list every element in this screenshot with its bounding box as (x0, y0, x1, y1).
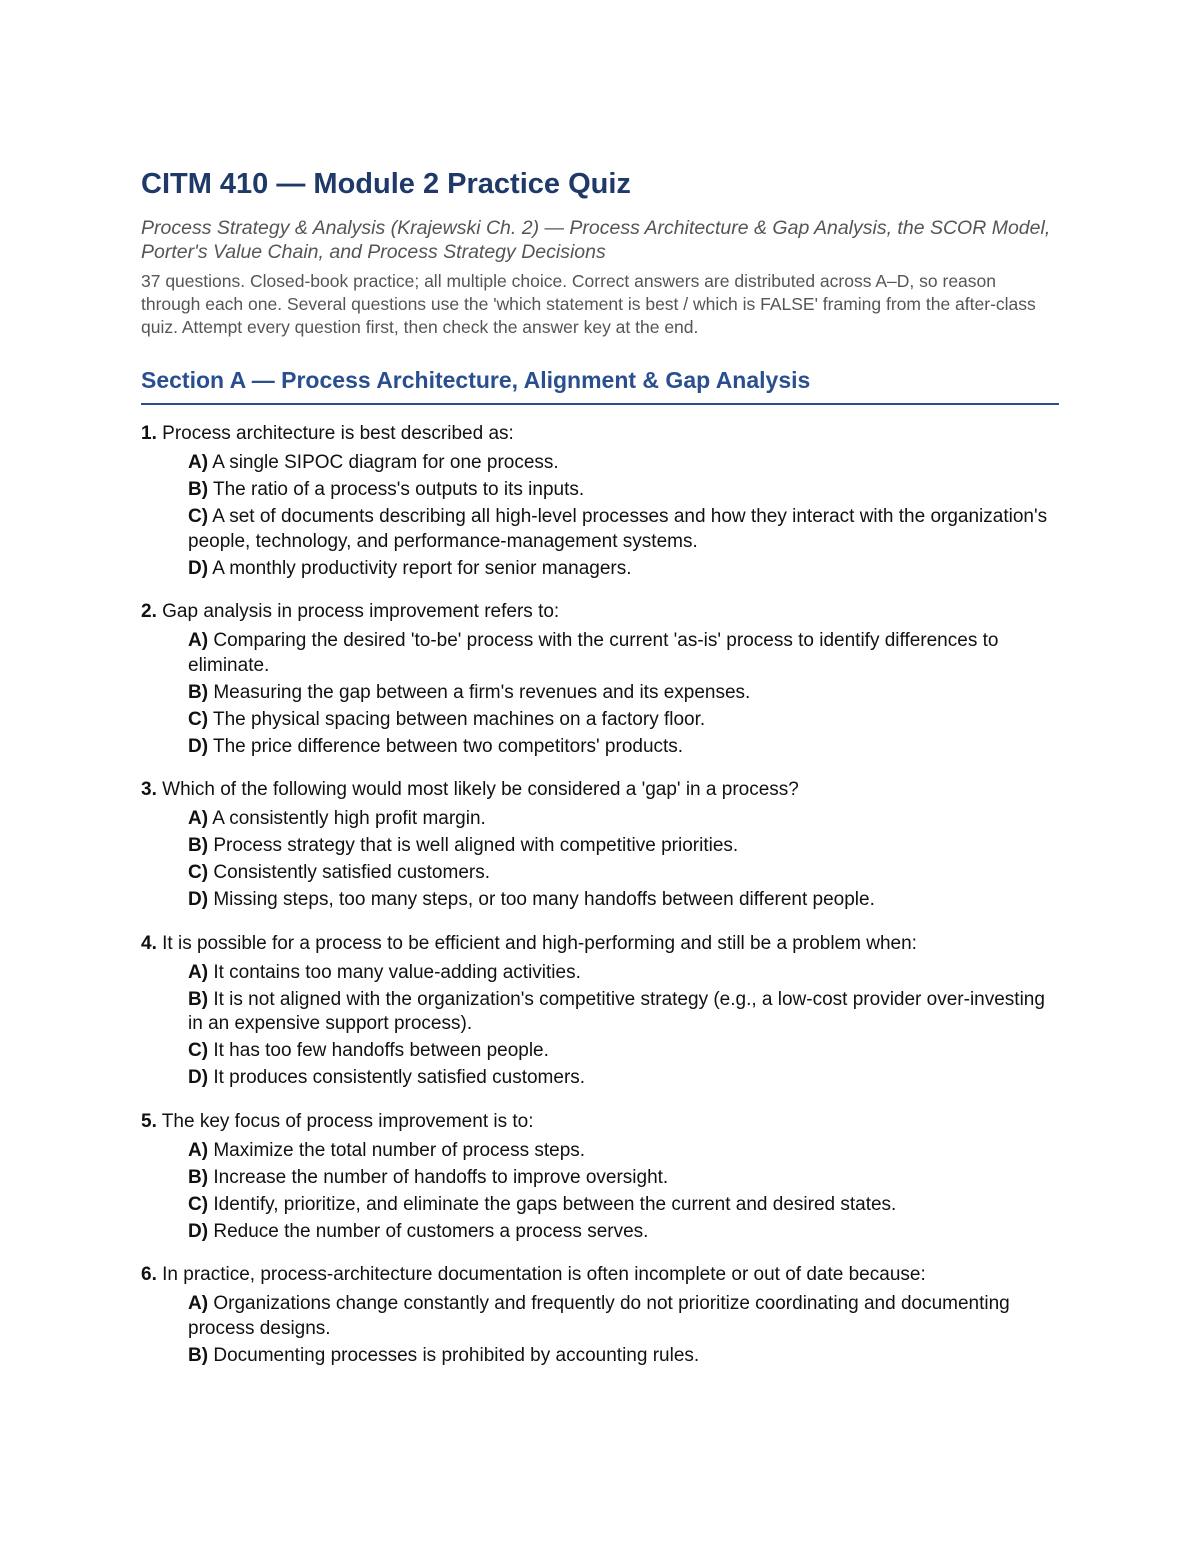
option-text: Process strategy that is well aligned with competitive priorities. (213, 835, 739, 856)
answer-option (188, 478, 1059, 503)
answer-option (188, 988, 1059, 1037)
answer-option (188, 1292, 1059, 1341)
option-text: Increase the number of handoffs to improve oversight. (213, 1166, 669, 1188)
answer-option (188, 629, 1059, 678)
question-text: Which of the following would most likely be considered a 'gap' in a process? (162, 779, 799, 800)
option-letter: A) (188, 808, 209, 829)
option-letter: A) (188, 452, 209, 473)
option-letter: D) (188, 889, 209, 910)
question-text: Process architecture is best described as: (162, 423, 514, 444)
option-letter: C) (188, 862, 209, 883)
option-letter: A) (188, 1139, 209, 1161)
option-letter: C) (188, 1040, 209, 1061)
question-stem (141, 777, 1059, 803)
question-item (141, 777, 1059, 913)
option-letter: A) (188, 961, 209, 983)
option-letter: C) (188, 506, 209, 527)
option-letter: B) (188, 1166, 209, 1188)
question-item (141, 1262, 1059, 1368)
question-item (141, 599, 1059, 759)
option-letter: C) (188, 1193, 209, 1215)
option-letter: B) (188, 835, 209, 856)
answer-option (188, 1066, 1059, 1091)
answer-option (188, 861, 1059, 886)
question-number: 5. (141, 1110, 157, 1132)
option-text: Identify, prioritize, and eliminate the gaps between the current and desired states. (213, 1193, 897, 1215)
question-item (141, 931, 1059, 1091)
question-number: 1. (141, 423, 157, 444)
option-letter: B) (188, 681, 209, 703)
answer-option (188, 681, 1059, 706)
option-text: Missing steps, too many steps, or too many handoffs between different people. (213, 889, 875, 910)
question-number: 2. (141, 601, 157, 622)
answer-option (188, 1166, 1059, 1191)
document-subtitle: Process Strategy & Analysis (Krajewski Ch. 2) — Process Architecture & Gap Analysis, the SCOR Model, Porter's Value Chain, and Process Strategy Decisions (141, 217, 1051, 263)
option-letter: D) (188, 1067, 209, 1088)
option-text: A monthly productivity report for senior managers. (212, 557, 632, 579)
option-letter: B) (188, 988, 209, 1010)
document-page (141, 166, 1059, 1386)
option-text: Documenting processes is prohibited by accounting rules. (213, 1344, 700, 1366)
answer-options (188, 807, 1059, 913)
answer-options (188, 961, 1059, 1091)
answer-options (188, 451, 1059, 581)
answer-option (188, 735, 1059, 760)
option-text: Comparing the desired 'to-be' process with the current 'as-is' process to identify differences to eliminate. (188, 630, 999, 676)
question-list (141, 421, 1059, 1368)
question-stem (141, 599, 1059, 625)
option-text: Reduce the number of customers a process serves. (213, 1220, 649, 1242)
option-letter: D) (188, 735, 209, 757)
answer-options (188, 629, 1059, 759)
question-number: 4. (141, 932, 157, 954)
question-item (141, 421, 1059, 581)
answer-option (188, 505, 1059, 554)
answer-option (188, 557, 1059, 582)
question-stem (141, 1262, 1059, 1288)
option-letter: D) (188, 557, 209, 579)
answer-options (188, 1292, 1059, 1368)
answer-option (188, 708, 1059, 733)
answer-option (188, 888, 1059, 913)
option-letter: A) (188, 630, 209, 651)
option-text: Maximize the total number of process steps. (213, 1139, 586, 1161)
answer-option (188, 1344, 1059, 1369)
question-text: Gap analysis in process improvement refers to: (162, 601, 560, 622)
option-text: It has too few handoffs between people. (213, 1040, 549, 1061)
question-text: In practice, process-architecture documentation is often incomplete or out of date because: (162, 1264, 926, 1285)
option-letter: B) (188, 479, 209, 500)
answer-option (188, 1039, 1059, 1064)
answer-option (188, 1220, 1059, 1245)
option-text: It is not aligned with the organization's competitive strategy (e.g., a low-cost provider over-investing in an expensive support process). (188, 988, 1045, 1034)
question-text: The key focus of process improvement is to: (161, 1110, 534, 1132)
option-text: It contains too many value-adding activities. (213, 961, 581, 983)
answer-option (188, 451, 1059, 476)
question-stem (141, 421, 1059, 447)
option-text: The physical spacing between machines on a factory floor. (213, 708, 706, 730)
option-text: A set of documents describing all high-level processes and how they interact with the organization's people, technology, and performance-management systems. (188, 506, 1048, 552)
option-text: Measuring the gap between a firm's revenues and its expenses. (213, 681, 751, 703)
option-text: The ratio of a process's outputs to its inputs. (213, 479, 585, 500)
option-letter: D) (188, 1220, 209, 1242)
option-text: Consistently satisfied customers. (213, 862, 491, 883)
answer-option (188, 1139, 1059, 1164)
option-letter: B) (188, 1344, 209, 1366)
answer-option (188, 961, 1059, 986)
option-text: It produces consistently satisfied customers. (213, 1067, 586, 1088)
question-item (141, 1109, 1059, 1245)
answer-option (188, 807, 1059, 832)
option-text: A single SIPOC diagram for one process. (212, 452, 559, 473)
answer-option (188, 1193, 1059, 1218)
option-letter: C) (188, 708, 209, 730)
option-text: The price difference between two competitors' products. (213, 735, 684, 757)
answer-options (188, 1139, 1059, 1245)
document-intro: 37 questions. Closed-book practice; all multiple choice. Correct answers are distributed across A–D, so reason through each one. Several questions use the 'which statement is best / which is FALSE' framing from the after-class quiz. Attempt every question first, then check the answer key at the end. (141, 271, 1036, 337)
question-number: 3. (141, 779, 157, 800)
section-heading: Section A — Process Architecture, Alignment & Gap Analysis (141, 365, 1059, 405)
answer-option (188, 834, 1059, 859)
option-text: Organizations change constantly and frequently do not prioritize coordinating and documenting process designs. (188, 1293, 1010, 1339)
question-text: It is possible for a process to be efficient and high-performing and still be a problem when: (162, 932, 917, 954)
question-stem (141, 931, 1059, 957)
question-number: 6. (141, 1264, 157, 1285)
option-letter: A) (188, 1293, 209, 1314)
question-stem (141, 1109, 1059, 1135)
option-text: A consistently high profit margin. (212, 808, 486, 829)
document-title: CITM 410 — Module 2 Practice Quiz (141, 168, 631, 200)
